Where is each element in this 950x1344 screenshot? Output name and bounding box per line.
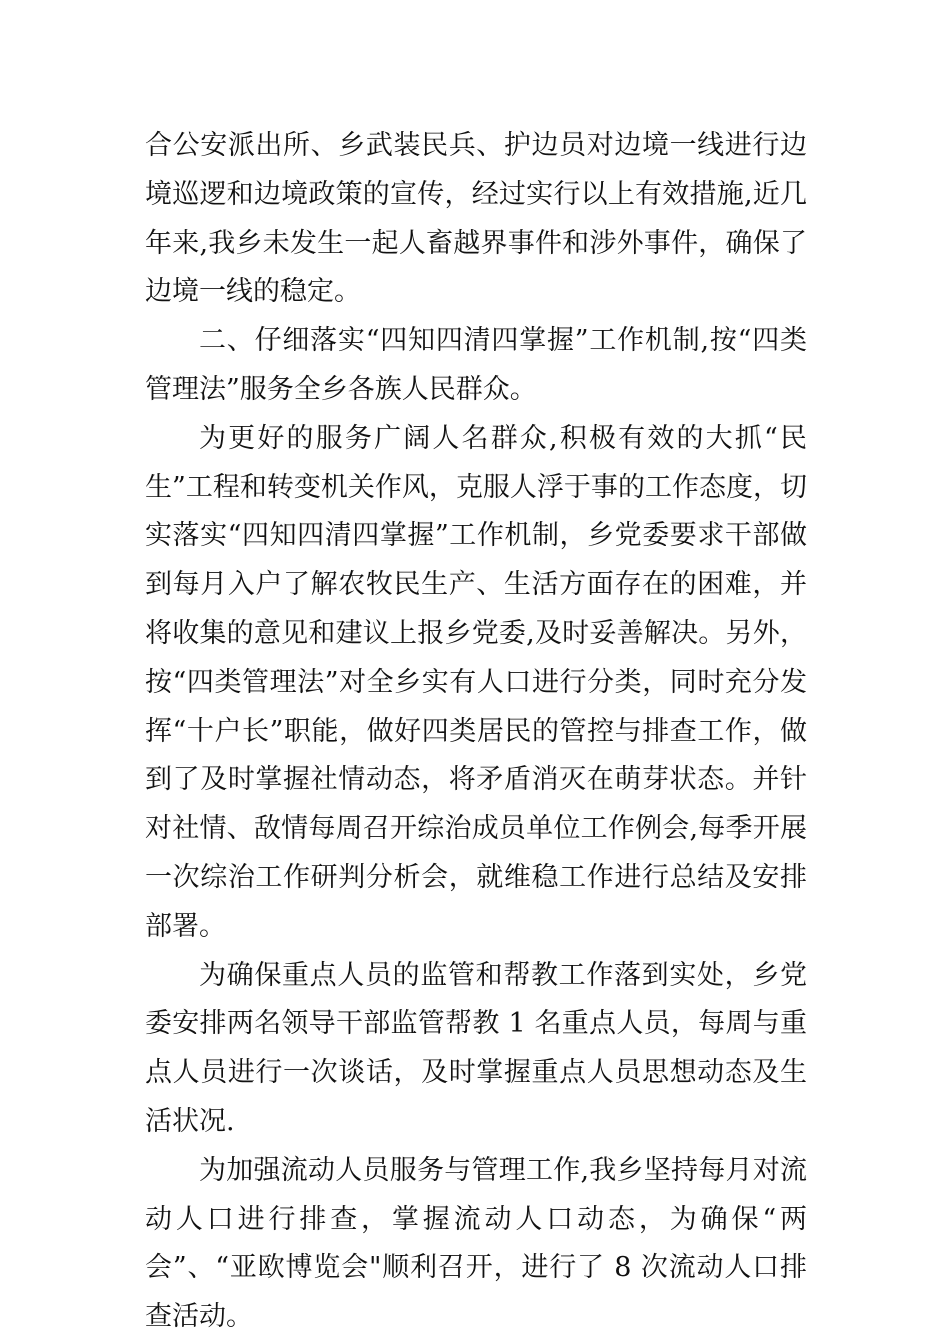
paragraph-3: 为更好的服务广阔人名群众,积极有效的大抓“民生”工程和转变机关作风，克服人浮于事的工作态度，切实落实“四知四清四掌握”工作机制，乡党委要求干部做到每月入户了解农牧民生产、生活方面存在的困难，并将收集的意见和建议上报乡党委,及时妥善解决。另外，按“四类管理法”对全乡实有人口进行分类，同时充分发挥“十户长”职能，做好四类居民的管控与排查工作，做到了及时掌握社情动态，将矛盾消灭在萌芽状态。并针对社情、敌情每周召开综治成员单位工作例会,每季开展一次综治工作研判分析会，就维稳工作进行总结及安排部署。 [145,422,807,942]
paragraph-2-section-heading: 二、仔细落实“四知四清四掌握”工作机制,按“四类管理法”服务全乡各族人民群众。 [145,325,807,405]
paragraph-5: 为加强流动人员服务与管理工作,我乡坚持每月对流动人口进行排查，掌握流动人口动态，为确保“两会”、“亚欧博览会"顺利召开，进行了 8 次流动人口排查活动。 [145,1154,807,1333]
paragraph-1: 合公安派出所、乡武装民兵、护边员对边境一线进行边境巡逻和边境政策的宣传，经过实行以上有效措施,近几年来,我乡未发生一起人畜越界事件和涉外事件，确保了边境一线的稳定。 [145,130,807,308]
paragraph-4: 为确保重点人员的监管和帮教工作落到实处，乡党委安排两名领导干部监管帮教 1 名重点人员，每周与重点人员进行一次谈话，及时掌握重点人员思想动态及生活状况. [145,959,807,1137]
document-page [145,122,807,1342]
